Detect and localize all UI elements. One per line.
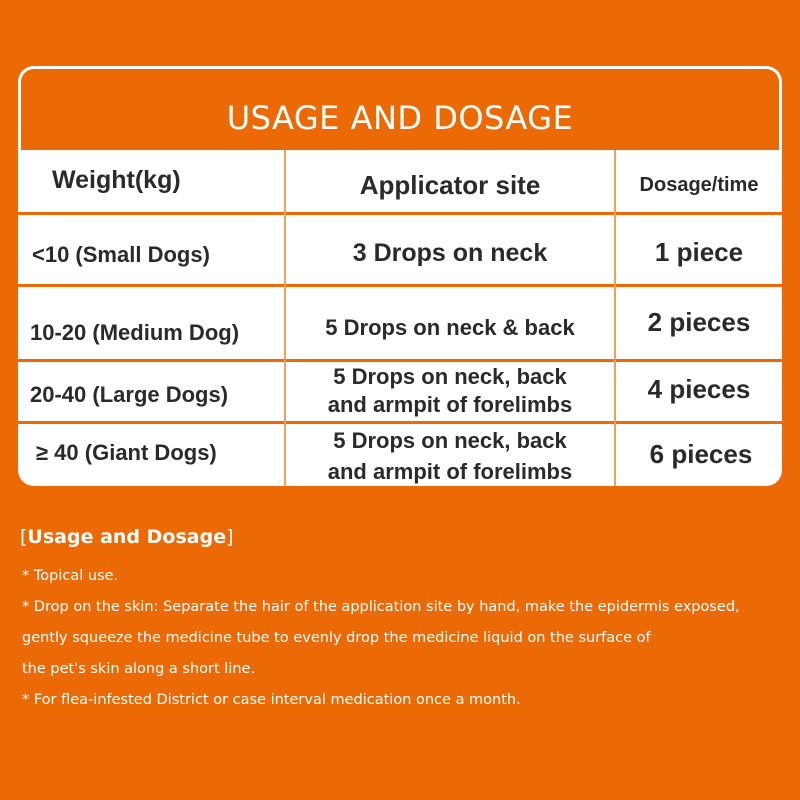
bracket-close: ] — [226, 526, 234, 548]
note-line: gently squeeze the medicine tube to evenly drop the medicine liquid on the surface of — [22, 630, 651, 646]
row-dosage: 4 pieces — [647, 374, 751, 404]
header-applicator-site: Applicator site — [359, 170, 541, 200]
row-site — [286, 363, 614, 419]
row-divider — [18, 359, 782, 362]
row-dosage: 6 pieces — [649, 439, 753, 469]
row-site-line: and armpit of forelimbs — [327, 459, 573, 484]
row-site: 3 Drops on neck — [352, 239, 548, 267]
note-line: * For flea-infested District or case interval medication once a month. — [22, 692, 521, 708]
row-divider — [18, 284, 782, 287]
notes-heading — [20, 526, 234, 548]
row-site-line: 5 Drops on neck, back — [333, 428, 567, 453]
bracket-open: [ — [20, 526, 28, 548]
row-dosage: 1 piece — [654, 237, 744, 267]
row-dosage: 2 pieces — [647, 307, 751, 337]
row-site: 5 Drops on neck & back — [325, 315, 575, 340]
row-weight: ≥ 40 (Giant Dogs) — [36, 440, 217, 465]
header-dosage-time: Dosage/time — [639, 174, 759, 196]
table-header-band — [18, 66, 782, 150]
row-weight: 10-20 (Medium Dog) — [30, 320, 240, 345]
note-line: the pet's skin along a short line. — [22, 661, 256, 677]
header-weight: Weight(kg) — [52, 166, 181, 194]
row-divider — [18, 421, 782, 424]
row-weight: <10 (Small Dogs) — [32, 242, 210, 267]
notes-heading-text: Usage and Dosage — [27, 526, 227, 548]
dosage-table-card — [18, 66, 782, 486]
row-site — [286, 425, 614, 486]
row-divider — [18, 212, 782, 215]
row-site-line: 5 Drops on neck, back — [333, 364, 567, 389]
note-line: * Topical use. — [22, 568, 119, 584]
row-site-line: and armpit of forelimbs — [327, 392, 573, 417]
table-title: USAGE AND DOSAGE — [226, 99, 574, 137]
row-weight: 20-40 (Large Dogs) — [30, 382, 229, 407]
note-line: * Drop on the skin: Separate the hair of the application site by hand, make the epidermis exposed, — [22, 599, 740, 615]
